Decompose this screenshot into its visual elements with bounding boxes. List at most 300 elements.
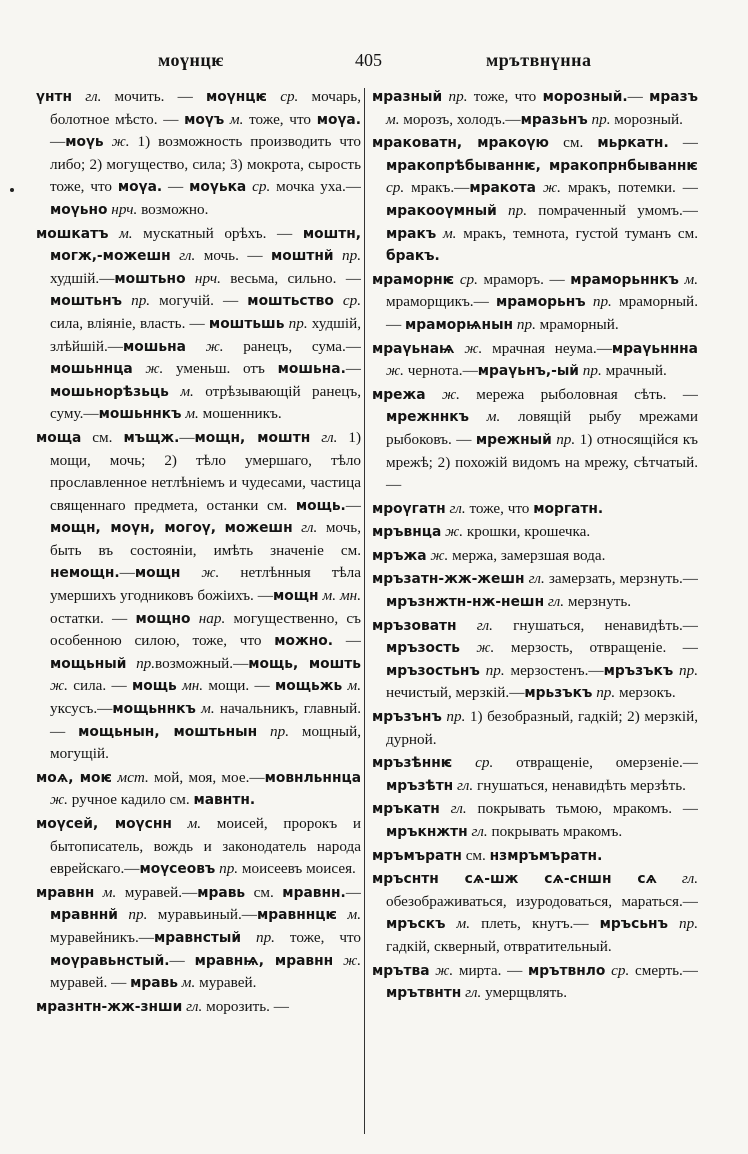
headword: можно. bbox=[274, 633, 334, 650]
definition-text: мочь, быть въ состояніи, имѣть значеніе см. bbox=[50, 519, 361, 559]
definition-text bbox=[72, 88, 85, 105]
definition-text: муравьиный.— bbox=[147, 906, 257, 924]
headword: мраковатн, мракоүю bbox=[372, 135, 549, 152]
grammar-label: гл. bbox=[449, 499, 466, 517]
definition-text bbox=[180, 564, 201, 581]
dictionary-entry bbox=[372, 86, 698, 131]
headword: моүъ bbox=[184, 111, 225, 128]
headword: мощьный bbox=[50, 655, 127, 672]
definition-text: мрачная неума.— bbox=[482, 339, 612, 357]
definition-text: сила, вліяніе, власть. — bbox=[50, 314, 209, 332]
grammar-label: ж. bbox=[50, 677, 68, 695]
headword: бракъ. bbox=[386, 248, 440, 265]
definition-text: мерзостенъ.— bbox=[504, 661, 604, 679]
grammar-label: пр. bbox=[448, 88, 468, 105]
dictionary-entry bbox=[372, 269, 698, 337]
definition-text bbox=[536, 179, 543, 196]
definition-text: гадкій, скверный, отвратительный. bbox=[386, 937, 612, 955]
definition-text: умерщвлять. bbox=[481, 984, 567, 1002]
grammar-label: ж. bbox=[201, 564, 220, 582]
grammar-label: м. bbox=[442, 224, 457, 242]
headword: можешн bbox=[224, 520, 293, 537]
headword: мощн, моүн, могоү, bbox=[50, 520, 217, 537]
headword: мошкатъ bbox=[36, 225, 109, 242]
page-header bbox=[0, 50, 748, 76]
definition-text bbox=[469, 408, 487, 425]
definition-text: отрѣзывающій ранецъ, суму.— bbox=[50, 382, 361, 423]
grammar-label: ср. bbox=[386, 179, 405, 197]
grammar-label: ср. bbox=[280, 88, 299, 105]
headword: мошьннца bbox=[50, 361, 133, 378]
headword: мраүьнъ,-ый bbox=[477, 363, 579, 380]
dictionary-entry bbox=[372, 338, 698, 383]
headword: мрежный bbox=[475, 431, 552, 448]
grammar-label: гл. bbox=[476, 616, 493, 634]
grammar-label: м. bbox=[684, 270, 698, 288]
definition-text: покрывать тьмою, мракомъ. — bbox=[466, 800, 698, 818]
headword: мравь bbox=[130, 975, 178, 992]
grammar-label: гл. bbox=[465, 984, 482, 1002]
dictionary-entry bbox=[36, 882, 361, 995]
definition-text: мощный, могущій. bbox=[50, 722, 361, 763]
definition-text: мракъ, темнота, густой туманъ см. bbox=[456, 224, 698, 242]
definition-text bbox=[172, 815, 188, 832]
definition-text bbox=[657, 870, 682, 887]
definition-text: покрывать мракомъ. bbox=[487, 823, 623, 840]
grammar-label: пр. bbox=[516, 315, 536, 333]
definition-text: ранецъ, сума.— bbox=[223, 337, 361, 355]
headword: мошьнорѣзьць bbox=[50, 383, 169, 400]
headword: үнтн bbox=[36, 89, 73, 105]
grammar-label: ж. bbox=[145, 360, 164, 378]
definition-text bbox=[452, 754, 475, 771]
definition-text bbox=[337, 906, 347, 923]
definition-text: морозный. bbox=[610, 110, 683, 128]
headword: мраморнѥ bbox=[372, 271, 455, 288]
grammar-label: пр. bbox=[591, 110, 611, 128]
headword: мръзостьнъ bbox=[386, 662, 480, 679]
definition-text bbox=[445, 915, 456, 932]
headword: мразный bbox=[372, 89, 443, 105]
definition-text: мерзость, отвращеніе. — bbox=[494, 639, 698, 657]
definition-text: отвращеніе, омерзеніе.— bbox=[493, 754, 698, 772]
headword: мракъ bbox=[386, 225, 437, 242]
grammar-label: м. bbox=[229, 110, 244, 128]
grammar-label: пр. bbox=[342, 247, 361, 265]
grammar-label: ж. bbox=[386, 362, 404, 380]
dictionary-entry bbox=[372, 521, 698, 544]
definition-text bbox=[457, 617, 477, 634]
grammar-label: ср. bbox=[459, 270, 478, 288]
dictionary-entry bbox=[36, 223, 361, 426]
definition-text: мраморный. bbox=[535, 315, 619, 333]
definition-text: могучій. — bbox=[150, 292, 248, 310]
headword: морозный. bbox=[542, 89, 628, 105]
headword: мощн bbox=[134, 565, 181, 582]
definition-text: мощи. — bbox=[203, 677, 276, 695]
grammar-label: гл. bbox=[471, 823, 488, 840]
definition-text: — bbox=[119, 564, 135, 582]
headword: мрежа bbox=[372, 386, 426, 403]
definition-text: муравей. bbox=[195, 974, 257, 992]
definition-text bbox=[497, 202, 508, 219]
headword: мравнѩ, мравнн bbox=[194, 952, 334, 969]
headword: мравннцѥ bbox=[257, 907, 338, 924]
dictionary-entry bbox=[372, 615, 698, 705]
headword: мощьннкъ bbox=[112, 701, 196, 718]
headword: моүька bbox=[189, 179, 247, 196]
definition-text: 1) мощи, мочь; 2) тѣло умершаго, тѣло прославленное нетлѣніемъ и чудесами, частица священнаго предмета, останки см. bbox=[50, 428, 361, 514]
definition-text: мускатный орѣхъ. — bbox=[132, 224, 303, 242]
definition-text: — bbox=[162, 178, 190, 196]
definition-text: — bbox=[627, 88, 650, 105]
dictionary-entry bbox=[36, 813, 361, 881]
column-divider bbox=[364, 88, 365, 1134]
headword: моргатн. bbox=[533, 500, 604, 517]
grammar-label: ж. bbox=[343, 951, 361, 969]
headword: мощьжь bbox=[275, 678, 343, 695]
headword: мрътва bbox=[372, 962, 430, 979]
grammar-label: м. bbox=[102, 883, 117, 901]
headword: мракооүмный bbox=[386, 202, 497, 219]
grammar-label: ж. bbox=[543, 179, 561, 197]
definition-text bbox=[257, 723, 270, 740]
grammar-label: м. мн. bbox=[322, 587, 361, 605]
grammar-label: нрч. bbox=[194, 269, 221, 287]
margin-dot bbox=[10, 188, 14, 192]
definition-text: мраморъ. — bbox=[477, 270, 571, 288]
headword: моүьно bbox=[50, 201, 108, 218]
dictionary-entry bbox=[372, 384, 698, 497]
definition-text: ловящій рыбу мрежами рыбоковъ. — bbox=[386, 408, 698, 448]
grammar-label: м. bbox=[187, 815, 202, 832]
grammar-label: ж. bbox=[441, 385, 460, 403]
headword: мощно bbox=[135, 610, 191, 627]
grammar-label: м. bbox=[201, 700, 215, 718]
dictionary-entry bbox=[372, 845, 698, 868]
headword: моштьство bbox=[247, 293, 334, 310]
grammar-label: ж. bbox=[476, 639, 495, 657]
definition-text: остатки. — bbox=[50, 609, 136, 627]
headword: мразъ bbox=[649, 89, 698, 105]
definition-text: замерзать, мерзнуть.— bbox=[544, 570, 698, 588]
grammar-label: ср. bbox=[342, 292, 361, 310]
definition-text: худшій.— bbox=[50, 269, 115, 287]
definition-text: — bbox=[333, 632, 361, 650]
definition-text bbox=[310, 429, 321, 446]
grammar-label: гл. bbox=[85, 88, 102, 105]
running-headword-right: мрътвнүнна bbox=[486, 50, 592, 70]
headword: мраморьннкъ bbox=[570, 271, 679, 288]
headword: моүсей, моүснн bbox=[36, 816, 172, 832]
headword: мръзѣтн bbox=[386, 777, 454, 794]
headword: мощь. bbox=[295, 497, 346, 514]
definition-text: помраченный умомъ.— bbox=[526, 201, 698, 219]
dictionary-entry bbox=[372, 498, 698, 521]
definition-text: 1) безобразный, гадкій; 2) мерзкій, дурной. bbox=[386, 708, 698, 748]
headword: мроүгатн bbox=[372, 500, 446, 517]
grammar-label: гл. bbox=[681, 870, 698, 888]
definition-text bbox=[118, 906, 128, 923]
headword: мръсьнъ bbox=[599, 916, 668, 933]
headword: мръзоватн bbox=[372, 617, 457, 634]
definition-text: морозить. — bbox=[202, 997, 289, 1015]
grammar-label: гл. bbox=[179, 247, 196, 265]
grammar-label: гл. bbox=[547, 593, 565, 611]
definition-text bbox=[186, 338, 206, 355]
right-column bbox=[372, 86, 698, 1136]
definition-text: морозъ, холодъ.— bbox=[399, 110, 521, 128]
definition-text bbox=[267, 88, 280, 105]
grammar-label: нар. bbox=[198, 609, 226, 627]
definition-text: — bbox=[345, 360, 361, 378]
grammar-label: м. bbox=[180, 382, 194, 400]
grammar-label: ср. bbox=[475, 754, 494, 772]
definition-text: уменьш. отъ bbox=[163, 360, 278, 378]
headword: мрежннкъ bbox=[386, 409, 470, 426]
headword: мразнтн-жж-знши bbox=[36, 998, 183, 1015]
grammar-label: пр. bbox=[288, 314, 308, 332]
headword: мразьнъ bbox=[520, 111, 588, 128]
definition-text: смерть.— bbox=[629, 961, 698, 979]
definition-text: муравей.— bbox=[116, 883, 198, 901]
grammar-label: пр. bbox=[136, 654, 156, 672]
definition-text: сила. — bbox=[67, 677, 133, 695]
headword: моштьшь bbox=[208, 315, 285, 332]
definition-text: гнушаться, ненавидѣть.— bbox=[492, 616, 698, 634]
definition-text: нечистый, мерзкій.— bbox=[386, 684, 525, 702]
grammar-label: пр. bbox=[556, 430, 576, 448]
headword: моштнй bbox=[270, 248, 334, 265]
dictionary-entry bbox=[372, 132, 698, 268]
headword: мавнтн. bbox=[193, 792, 256, 809]
definition-text bbox=[191, 610, 199, 627]
headword: мъщж. bbox=[123, 429, 180, 446]
grammar-label: м. bbox=[119, 224, 133, 242]
dictionary-entry bbox=[36, 767, 361, 812]
definition-text: могущественно, съ особенною силою, тоже, что bbox=[50, 609, 361, 650]
definition-text: см. bbox=[81, 428, 124, 446]
grammar-label: пр. bbox=[596, 684, 616, 702]
definition-text: тоже, что bbox=[465, 499, 534, 517]
definition-text: ручное кадило см. bbox=[67, 791, 194, 809]
definition-text: чернота.— bbox=[403, 362, 478, 380]
definition-text: мерзнуть. bbox=[564, 593, 632, 611]
headword: моштьнъ bbox=[50, 293, 123, 310]
grammar-label: пр. bbox=[219, 860, 239, 878]
definition-text: мочарь, болотное мѣсто. — bbox=[50, 88, 361, 128]
headword: мръкатн bbox=[372, 801, 440, 818]
definition-text: возможный.— bbox=[155, 654, 249, 672]
definition-text: весьма, сильно. — bbox=[220, 269, 361, 287]
headword: моүнцѥ bbox=[205, 89, 268, 105]
definition-text: мракъ.— bbox=[404, 179, 470, 197]
headword: мраүьннна bbox=[611, 340, 698, 357]
definition-text: — bbox=[345, 883, 361, 901]
grammar-label: нрч. bbox=[111, 200, 138, 218]
grammar-label: пр. bbox=[679, 915, 698, 933]
definition-text: гнушаться, ненавидѣть мерзѣть. bbox=[473, 776, 686, 794]
definition-text: 1) возможность производить что либо; 2) могущество, сила; 3) мокрота, сырость тоже, что bbox=[50, 133, 361, 196]
dictionary-entry bbox=[36, 427, 361, 766]
grammar-label: ж. bbox=[445, 523, 464, 541]
grammar-label: гл. bbox=[450, 800, 467, 818]
grammar-label: ср. bbox=[611, 961, 630, 979]
grammar-label: м. bbox=[347, 906, 361, 924]
definition-text bbox=[334, 247, 342, 264]
grammar-label: пр. bbox=[128, 906, 148, 924]
headword: мръкнжтн bbox=[386, 824, 468, 840]
grammar-label: ж. bbox=[111, 133, 130, 151]
grammar-label: пр. bbox=[270, 722, 289, 740]
headword: моща bbox=[36, 429, 82, 446]
definition-text: мракъ, потемки. — bbox=[560, 179, 698, 197]
headword: мравнн bbox=[36, 884, 95, 901]
dictionary-entry bbox=[372, 568, 698, 613]
headword: моүсеовъ bbox=[139, 861, 216, 878]
dictionary-entry bbox=[372, 545, 698, 568]
definition-text: мирта. — bbox=[453, 961, 529, 979]
headword: мръвнца bbox=[372, 524, 442, 541]
dictionary-entry bbox=[372, 706, 698, 751]
grammar-label: ж. bbox=[435, 961, 454, 979]
grammar-label: пр. bbox=[679, 661, 698, 679]
headword: мощн bbox=[273, 588, 319, 605]
definition-text bbox=[668, 915, 679, 932]
definition-text: мерзокъ. bbox=[615, 684, 676, 702]
grammar-label: м. bbox=[486, 408, 501, 426]
definition-text: мошенникъ. bbox=[198, 405, 282, 423]
headword: мошьна. bbox=[277, 361, 346, 378]
headword: моүь bbox=[65, 134, 104, 151]
grammar-label: пр. bbox=[582, 362, 602, 380]
definition-text: плеть, кнутъ.— bbox=[470, 915, 600, 933]
headword: мощь, мошть bbox=[248, 655, 361, 672]
headword: нзмръмъратн. bbox=[489, 847, 603, 864]
headword: мравнн. bbox=[282, 884, 346, 901]
grammar-label: пр. bbox=[485, 661, 505, 679]
definition-text: обезображиваться, изуродоваться, мараться.— bbox=[386, 892, 698, 910]
grammar-label: м. bbox=[185, 405, 199, 423]
definition-text: — bbox=[668, 134, 698, 152]
headword: мръскъ bbox=[386, 916, 446, 933]
grammar-label: пр. bbox=[592, 293, 612, 311]
grammar-label: мст. bbox=[117, 768, 149, 786]
headword: мръзость bbox=[386, 640, 460, 657]
grammar-label: м. bbox=[386, 110, 400, 128]
definition-text bbox=[108, 225, 119, 242]
grammar-label: м. bbox=[181, 974, 196, 992]
definition-text bbox=[333, 952, 343, 969]
headword: мрьзъкъ bbox=[524, 685, 593, 702]
definition-text bbox=[133, 360, 146, 377]
headword: мръжа bbox=[372, 547, 427, 564]
definition-text: мочить. — bbox=[101, 88, 206, 105]
grammar-label: ср. bbox=[252, 178, 271, 196]
grammar-label: пр. bbox=[446, 708, 466, 726]
grammar-label: ж. bbox=[430, 546, 449, 564]
dictionary-entry bbox=[372, 868, 698, 958]
definition-text: мочь. — bbox=[195, 247, 271, 265]
headword: мрътвнло bbox=[528, 962, 606, 979]
headword: немощн. bbox=[50, 565, 120, 582]
left-column bbox=[36, 86, 361, 1136]
headword: моүа. bbox=[117, 179, 163, 196]
headword: мракопрѣбываннѥ, мракопрнбываннѥ bbox=[386, 157, 698, 174]
headword: мошьна bbox=[122, 338, 186, 355]
headword: мръмъратн bbox=[372, 847, 462, 864]
definition-text: моисеевъ моисея. bbox=[238, 860, 356, 878]
grammar-label: гл. bbox=[321, 428, 338, 446]
definition-text: мочка уха.— bbox=[270, 178, 361, 196]
grammar-label: ж. bbox=[50, 791, 68, 809]
definition-text: — bbox=[169, 951, 195, 969]
headword: мошьннкъ bbox=[98, 406, 182, 423]
definition-text bbox=[334, 292, 343, 309]
headword: мовнльннца bbox=[264, 769, 361, 786]
definition-text: муравейникъ.— bbox=[50, 928, 154, 946]
page-number: 405 bbox=[355, 50, 382, 70]
definition-text: мержа, замерзшая вода. bbox=[448, 546, 606, 564]
headword: мравннй bbox=[50, 907, 118, 924]
headword: мраморѩнын bbox=[404, 316, 514, 333]
definition-text: — bbox=[345, 496, 361, 514]
definition-text: начальникъ, главный.— bbox=[50, 700, 361, 740]
definition-text bbox=[171, 247, 179, 264]
definition-text bbox=[186, 270, 195, 287]
definition-text bbox=[426, 386, 442, 403]
headword: мрътвнтн bbox=[386, 985, 462, 1002]
headword: мьркатн. bbox=[597, 135, 669, 152]
definition-text bbox=[216, 519, 225, 536]
definition-text bbox=[586, 293, 593, 310]
headword: мръзѣннѥ bbox=[372, 755, 453, 772]
definition-text bbox=[436, 225, 443, 242]
headword: мравнстый bbox=[153, 929, 242, 946]
headword: моүа. bbox=[316, 111, 361, 128]
grammar-label: м. bbox=[456, 915, 471, 933]
definition-text bbox=[293, 519, 302, 536]
definition-text: нетлѣнныя тѣла умершихъ угодниковъ божіихъ. — bbox=[50, 564, 361, 605]
grammar-label: м. bbox=[347, 677, 361, 695]
headword: мръснтн сѧ-шж сѧ-сншн сѧ bbox=[372, 871, 657, 888]
grammar-label: пр. bbox=[255, 928, 275, 946]
definition-text: мраморщикъ.— bbox=[386, 293, 496, 311]
headword: мощь bbox=[132, 678, 177, 695]
definition-text: мой, моя, мое.— bbox=[148, 768, 265, 786]
headword: моѧ, моѥ bbox=[36, 769, 113, 786]
headword: мраморьнъ bbox=[495, 294, 586, 311]
definition-text: см. bbox=[548, 134, 598, 152]
headword: мощьнын, моштьнын bbox=[78, 723, 258, 740]
headword: мравь bbox=[197, 884, 246, 901]
grammar-label: гл. bbox=[528, 570, 545, 588]
grammar-label: мн. bbox=[182, 677, 204, 695]
headword: мракота bbox=[469, 180, 536, 197]
definition-text bbox=[169, 383, 180, 400]
dictionary-entry bbox=[372, 960, 698, 1005]
definition-text bbox=[241, 929, 256, 946]
definition-text: — bbox=[179, 428, 195, 446]
dictionary-entry bbox=[372, 798, 698, 843]
grammar-label: гл. bbox=[457, 776, 474, 794]
definition-text: тоже, что bbox=[274, 928, 361, 946]
definition-text: мрачный. bbox=[601, 362, 667, 380]
headword: моштьно bbox=[114, 270, 186, 287]
definition-text bbox=[126, 655, 136, 672]
definition-text: моисей, пророкъ и бытописатель, вождь и законодатель народа еврейскаго.— bbox=[50, 815, 361, 878]
grammar-label: пр. bbox=[131, 292, 151, 310]
